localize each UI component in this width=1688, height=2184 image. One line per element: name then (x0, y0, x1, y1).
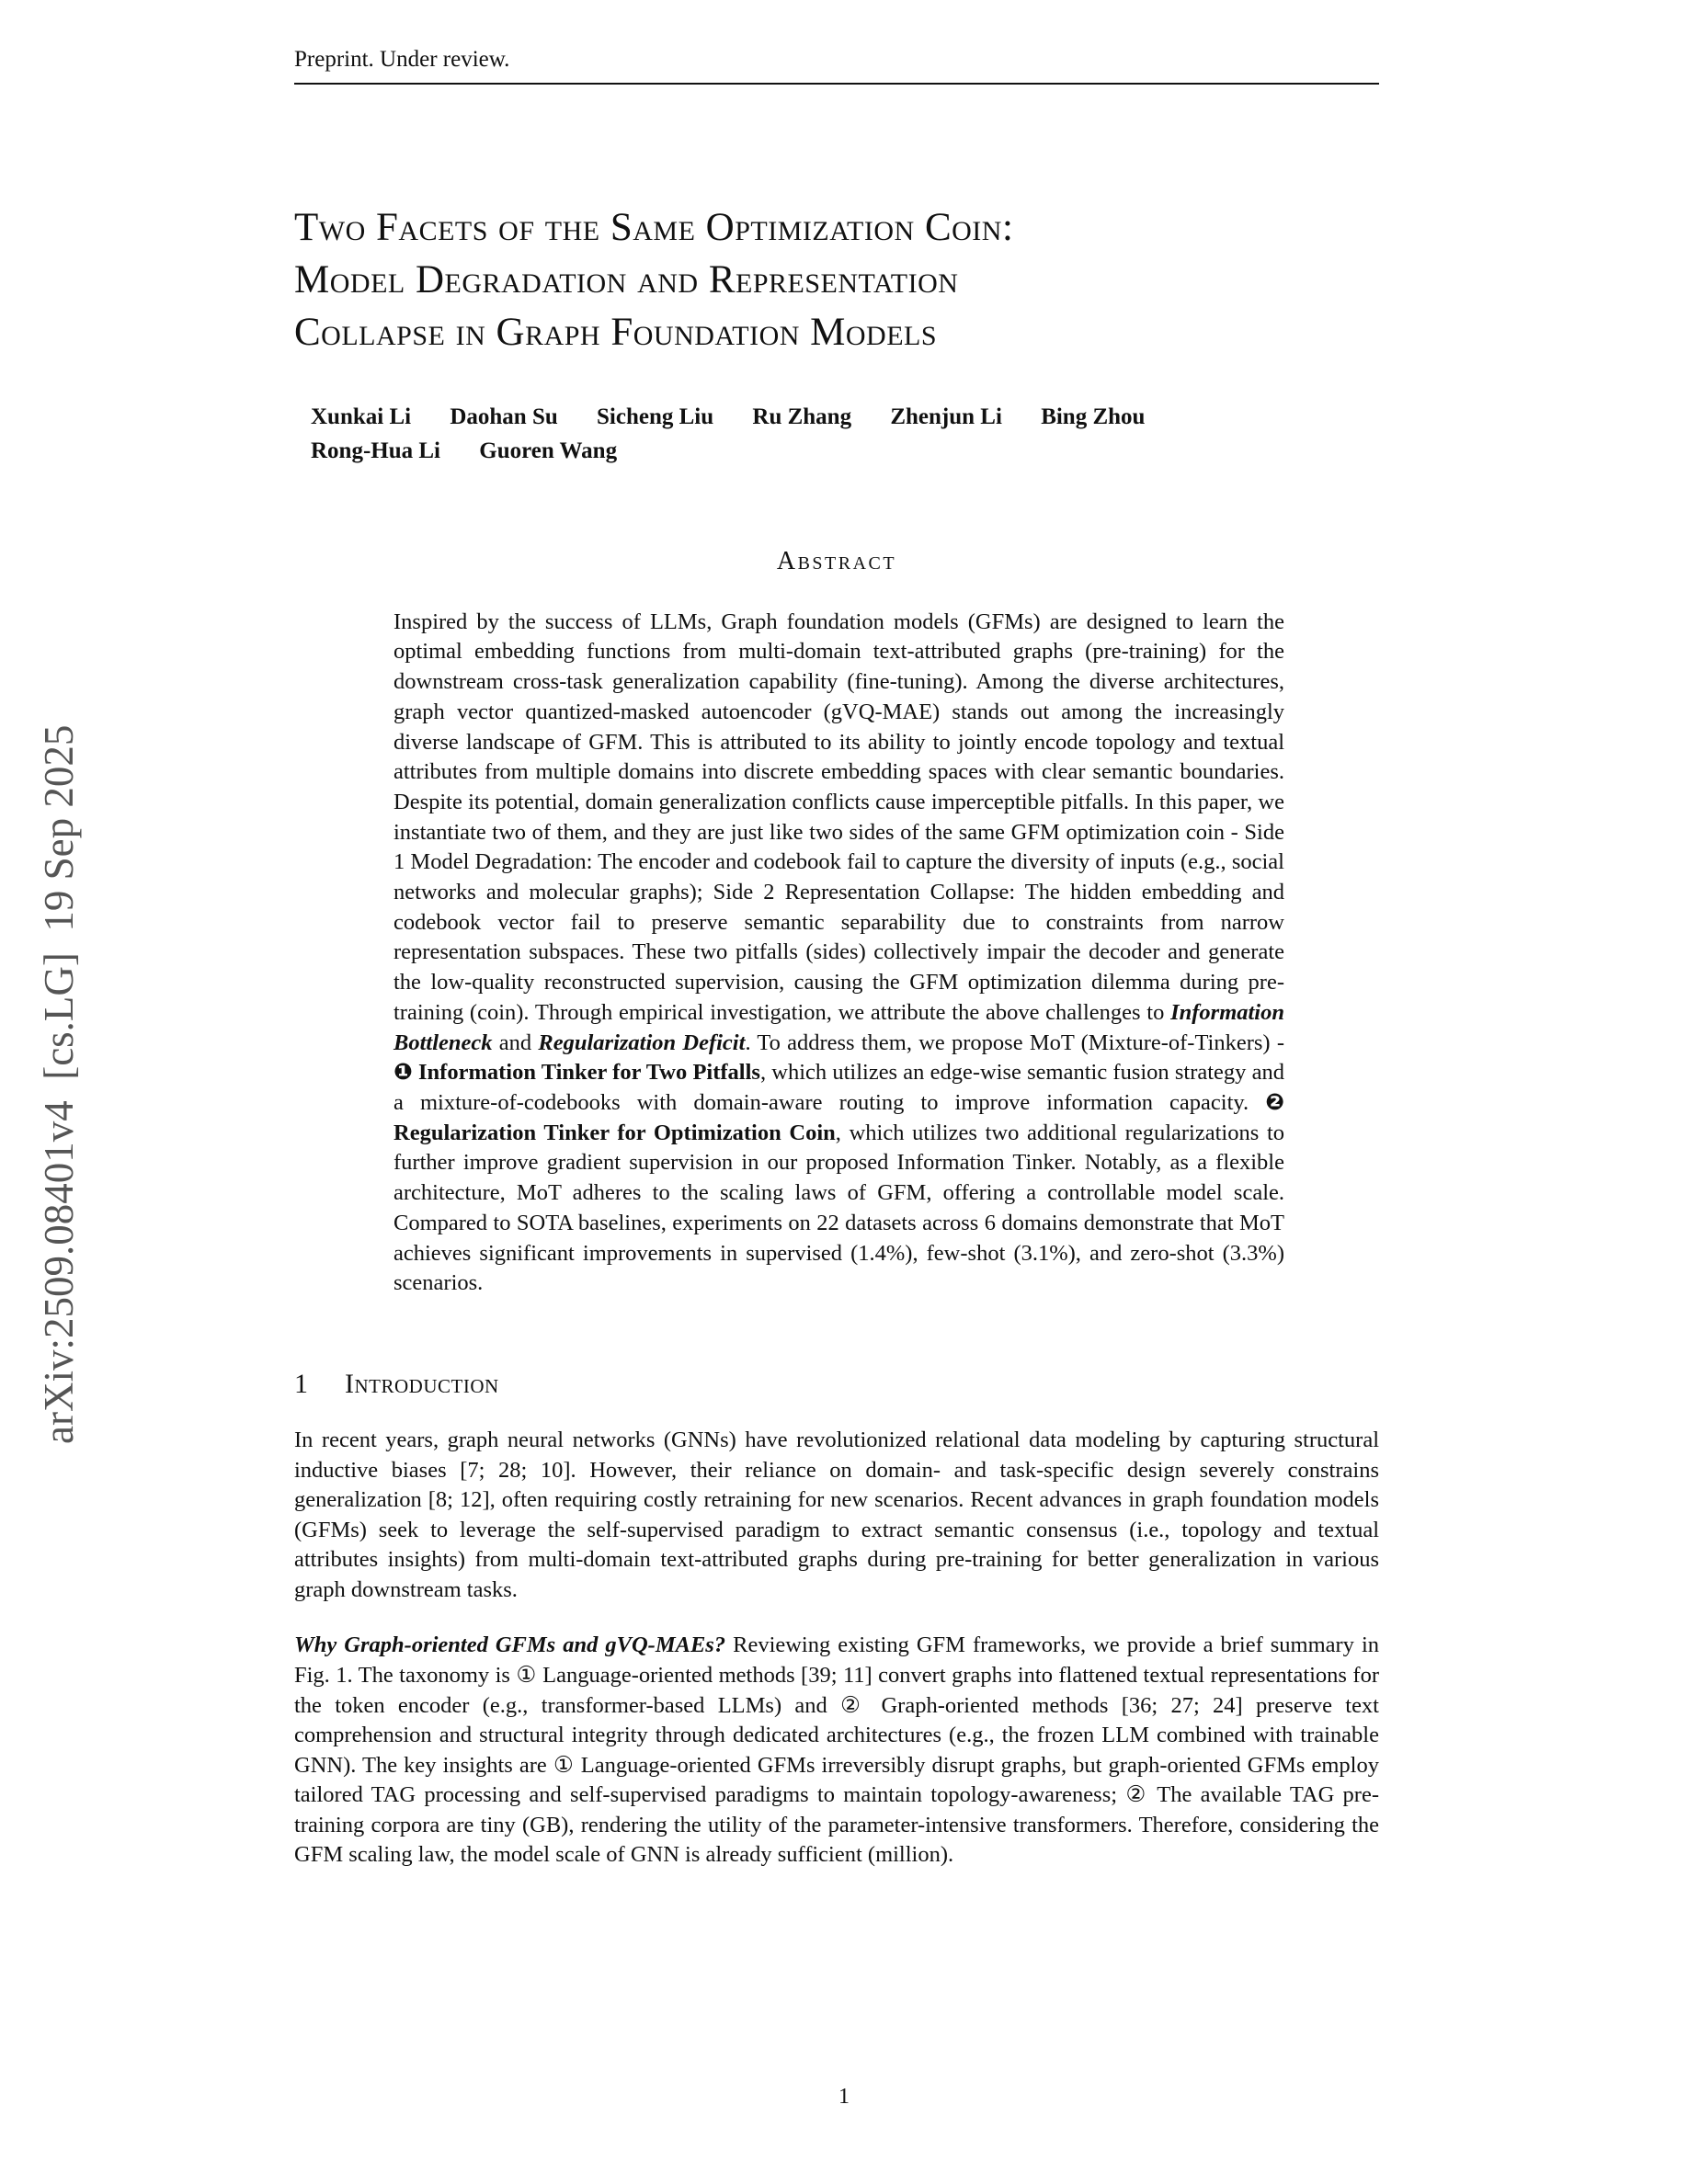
authors-block (311, 401, 1379, 468)
title-line-1: Two Facets of the Same Optimization Coin: (294, 206, 1014, 249)
abstract-text (393, 608, 1284, 1299)
section-title: Introduction (345, 1368, 499, 1399)
text-segment: Inspired by the success of LLMs, Graph foundation models (GFMs) are designed to learn the optimal embedding functions from multi-domain text-attributed graphs (pre-training) for the downstream cross-task generalization capability (fine-tuning). Among the diverse architectures, graph vector quantized-masked autoencoder (gVQ-MAE) stands out among the increasingly diverse landscape of GFM. This is attributed to its ability to jointly encode topology and textual attributes from multiple domains into discrete embedding spaces with clear semantic boundaries. Despite its potential, domain generalization conflicts cause imperceptible pitfalls. In this paper, we instantiate two of them, and they are just like two sides of the same GFM optimization coin - Side 1 Model Degradation: The encoder and codebook fail to capture the diversity of inputs (e.g., social networks and molecular graphs); Side 2 Representation Collapse: The hidden embedding and codebook vector fail to preserve semantic separability due to constraints from narrow representation subspaces. These two pitfalls (sides) collectively impair the decoder and generate the low-quality reconstructed supervision, causing the GFM optimization dilemma during pre-training (coin). Through empirical investigation, we attribute the above challenges to (393, 609, 1284, 1025)
title-line-2: Model Degradation and Representation (294, 257, 959, 301)
author-name: Daohan Su (450, 404, 558, 430)
preprint-notice: Preprint. Under review. (294, 47, 510, 72)
author-name: Xunkai Li (311, 404, 412, 430)
text-segment: Reviewing existing GFM frameworks, we provide a brief summary in Fig. 1. The taxonomy is ① Language-oriented methods [39; 11] convert graphs into flattened textual representations for the token encoder (e.g., transformer-based LLMs) and ② Graph-oriented methods [36; 27; 24] preserve text comprehension and structural integrity through dedicated architectures (e.g., the frozen LLM combined with trainable GNN). The key insights are ① Language-oriented GFMs irreversibly disrupt graphs, but graph-oriented GFMs employ tailored TAG processing and self-supervised paradigms to maintain topology-awareness; ② The available TAG pre-training corpora are tiny (GB), rendering the utility of the parameter-intensive transformers. Therefore, considering the GFM scaling law, the model scale of GNN is already sufficient (million). (294, 1632, 1379, 1868)
text-segment: and (492, 1029, 539, 1055)
text-segment: Regularization Deficit (538, 1029, 746, 1055)
text-segment: Information Bottleneck (393, 999, 1284, 1055)
authors-line-1 (311, 401, 1379, 434)
text-segment: ❶ Information Tinker for Two Pitfalls (393, 1060, 760, 1086)
title-line-3: Collapse in Graph Foundation Models (294, 310, 938, 354)
section-number: 1 (294, 1368, 308, 1399)
section-heading-introduction (294, 1369, 1379, 1400)
abstract-heading: Abstract (776, 546, 897, 575)
introduction-paragraph-2 (294, 1631, 1379, 1871)
author-name: Sicheng Liu (597, 404, 714, 430)
text-segment: , which utilizes two additional regularizations to further improve gradient supervision in our proposed Information Tinker. Notably, as a flexible architecture, MoT adheres to the scaling laws of GFM, offering a controllable model scale. Compared to SOTA baselines, experiments on 22 datasets across 6 domains demonstrate that MoT achieves significant improvements in supervised (1.4%), few-shot (3.1%), and zero-shot (3.3%) scenarios. (393, 1120, 1285, 1296)
page-number: 1 (838, 2085, 850, 2109)
arxiv-watermark: arXiv:2509.08401v4 [cs.LG] 19 Sep 2025 (36, 724, 82, 1445)
text-segment: ❷ Regularization Tinker for Optimization Coin (393, 1090, 1284, 1145)
paper-title (294, 202, 1379, 358)
text-segment: Why Graph-oriented GFMs and gVQ-MAEs? (294, 1632, 726, 1658)
author-name: Guoren Wang (479, 438, 618, 463)
text-segment: In recent years, graph neural networks (GNNs) have revolutionized relational data modeling by capturing structural inductive biases [7; 28; 10]. However, their reliance on domain- and task-specific design severely constrains generalization [8; 12], often requiring costly retraining for new scenarios. Recent advances in graph foundation models (GFMs) seek to leverage the self-supervised paradigm to extract semantic consensus (i.e., topology and textual attributes insights) from multi-domain text-attributed graphs during pre-training for better generalization in various graph downstream tasks. (294, 1427, 1379, 1602)
authors-line-2 (311, 435, 1379, 468)
author-name: Bing Zhou (1041, 404, 1146, 430)
text-segment: . To address them, we propose MoT (Mixture-of-Tinkers) - (745, 1029, 1284, 1055)
author-name: Zhenjun Li (890, 404, 1002, 430)
introduction-paragraph-1 (294, 1426, 1379, 1605)
author-name: Rong-Hua Li (311, 438, 441, 463)
paper-content (294, 0, 1379, 1871)
text-segment: , which utilizes an edge-wise semantic fusion strategy and a mixture-of-codebooks with domain-aware routing to improve information capacity. (393, 1060, 1284, 1115)
author-name: Ru Zhang (752, 404, 852, 430)
header-rule (294, 83, 1379, 85)
